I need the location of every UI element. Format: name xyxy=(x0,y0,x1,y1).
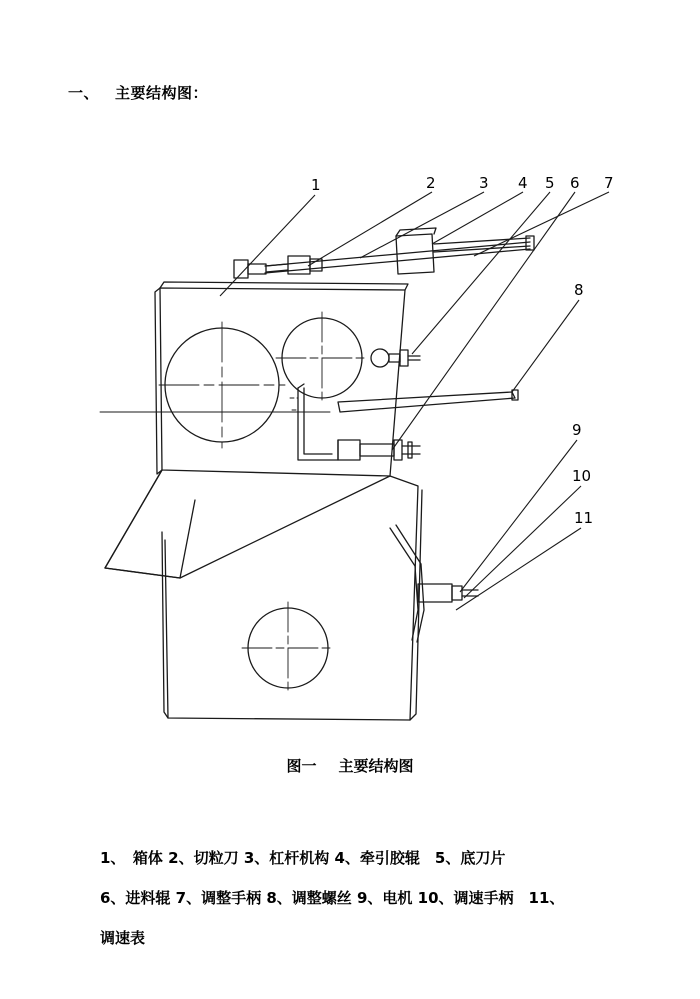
figure-caption-label: 图一 xyxy=(286,757,317,775)
callout-4: 4 xyxy=(518,174,528,192)
legend-line: 6、进料辊 7、调整手柄 8、调整螺丝 9、电机 10、调速手柄 11、 xyxy=(100,889,565,907)
legend-line: 1、 箱体 2、切粒刀 3、杠杆机构 4、牵引胶辊 5、底刀片 xyxy=(100,849,506,867)
leader-11 xyxy=(456,528,581,610)
figure-main-structure-diagram xyxy=(60,140,660,760)
callout-2: 2 xyxy=(426,174,436,192)
legend-line: 调速表 xyxy=(100,929,146,947)
figure-caption xyxy=(0,755,700,776)
callout-1: 1 xyxy=(311,176,321,194)
section-number: 一、 xyxy=(68,84,100,102)
section-title: 主要结构图： xyxy=(115,84,209,102)
section-heading xyxy=(68,82,208,103)
callout-5: 5 xyxy=(545,174,555,192)
leader-10 xyxy=(464,486,581,598)
leader-6 xyxy=(392,192,575,450)
leader-8 xyxy=(512,300,579,392)
callout-10: 10 xyxy=(572,467,592,485)
figure-caption-title: 主要结构图 xyxy=(338,757,414,775)
callout-11: 11 xyxy=(574,509,594,527)
leader-1 xyxy=(220,195,315,296)
callout-8: 8 xyxy=(574,281,584,299)
callout-6: 6 xyxy=(570,174,580,192)
figure-legend xyxy=(100,838,620,958)
callout-9: 9 xyxy=(572,421,582,439)
callout-7: 7 xyxy=(604,174,614,192)
leader-4 xyxy=(432,192,523,244)
callout-3: 3 xyxy=(479,174,489,192)
